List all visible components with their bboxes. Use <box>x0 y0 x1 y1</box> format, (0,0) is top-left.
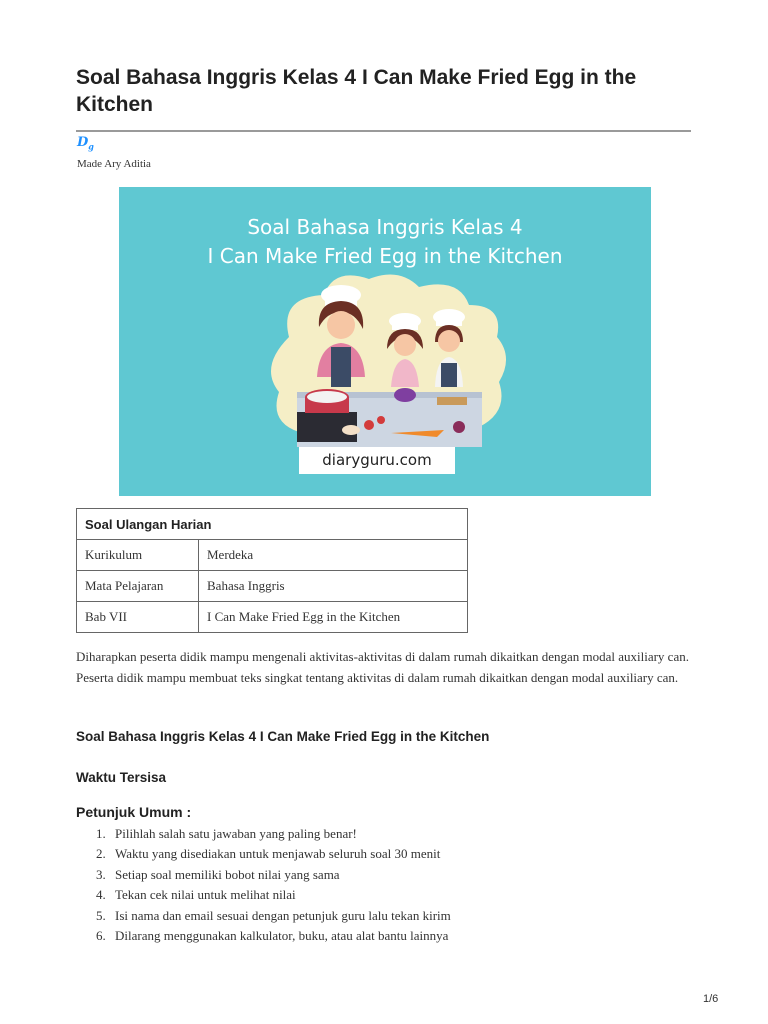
author-name: Made Ary Aditia <box>77 158 151 170</box>
table-value: I Can Make Fried Egg in the Kitchen <box>199 602 468 633</box>
section-title: Soal Bahasa Inggris Kelas 4 I Can Make Fried Egg in the Kitchen <box>76 729 490 744</box>
table-value: Bahasa Inggris <box>199 571 468 602</box>
table-row <box>77 540 468 571</box>
table-heading: Soal Ulangan Harian <box>77 509 468 540</box>
table-header-row <box>77 509 468 540</box>
list-number: 2. <box>96 846 106 862</box>
banner-title-line-2: I Can Make Fried Egg in the Kitchen <box>207 244 563 268</box>
list-text: Dilarang menggunakan kalkulator, buku, atau alat bantu lainnya <box>115 928 449 944</box>
instructions-list <box>96 824 451 946</box>
table-key: Mata Pelajaran <box>77 571 199 602</box>
list-number: 1. <box>96 826 106 841</box>
table-key: Bab VII <box>77 602 199 633</box>
list-number: 3. <box>96 866 106 882</box>
title-divider <box>76 130 691 132</box>
site-badge: diaryguru.com <box>299 447 455 474</box>
info-table <box>76 508 468 633</box>
list-item <box>96 865 451 885</box>
table-value: Merdeka <box>199 540 468 571</box>
table-row <box>77 602 468 633</box>
list-number: 6. <box>96 928 106 944</box>
logo-subscript: g <box>88 141 94 152</box>
table-key: Kurikulum <box>77 540 199 571</box>
page-title: Soal Bahasa Inggris Kelas 4 I Can Make Fried Egg in the Kitchen <box>76 66 637 116</box>
intro-paragraph: Diharapkan peserta didik mampu mengenali aktivitas-aktivitas di dalam rumah dikaitkan dengan modal auxiliary can. Peserta didik mampu membuat teks singkat tentang aktivitas di dalam rumah dikaitkan dengan modal auxiliary can. <box>76 649 689 685</box>
site-logo[interactable] <box>77 135 94 152</box>
list-number: 5. <box>96 907 106 923</box>
list-text: Setiap soal memiliki bobot nilai yang sama <box>115 866 340 882</box>
list-item <box>96 885 451 905</box>
list-item <box>96 824 451 844</box>
time-remaining-label: Waktu Tersisa <box>76 770 167 785</box>
list-item <box>96 926 451 946</box>
list-text: Isi nama dan email sesuai dengan petunjuk guru lalu tekan kirim <box>115 907 451 923</box>
list-item <box>96 844 451 864</box>
list-number: 4. <box>96 887 106 903</box>
banner-title-line-1: Soal Bahasa Inggris Kelas 4 <box>247 215 523 239</box>
featured-image <box>119 187 651 496</box>
list-text: Pilihlah salah satu jawaban yang paling benar! <box>115 826 357 841</box>
instructions-title: Petunjuk Umum : <box>76 804 192 820</box>
list-text: Waktu yang disediakan untuk menjawab seluruh soal 30 menit <box>115 846 441 862</box>
list-item <box>96 906 451 926</box>
page-number: 1/6 <box>703 993 719 1005</box>
list-text: Tekan cek nilai untuk melihat nilai <box>115 887 296 903</box>
table-row <box>77 571 468 602</box>
logo-letter: D <box>77 135 89 150</box>
